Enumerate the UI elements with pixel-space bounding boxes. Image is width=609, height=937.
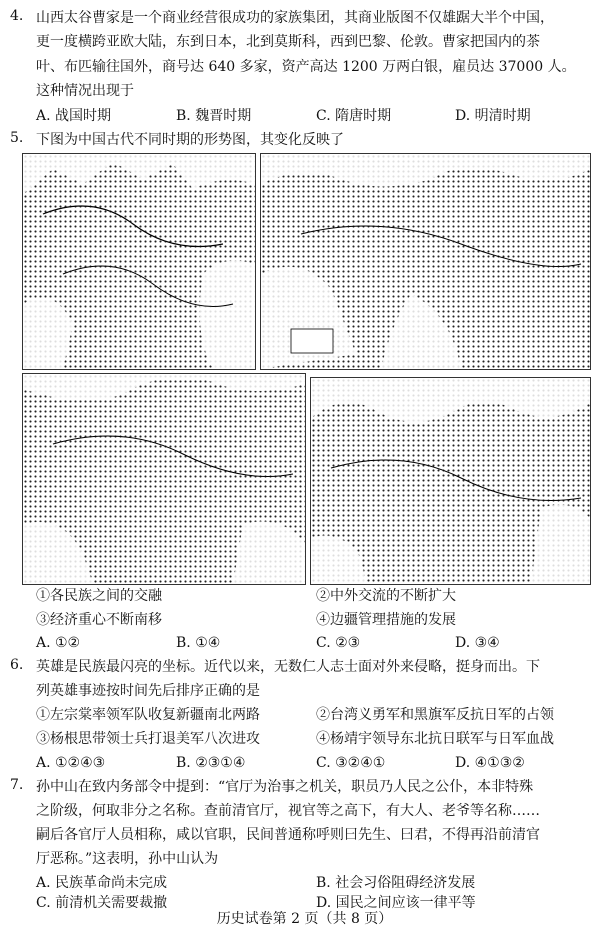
map-panel	[260, 153, 591, 370]
option-d[interactable]: D. 明清时期	[455, 108, 531, 124]
question-text-line: 之阶级，何取非分之名称。查前清官厅，视官等之高下，有大人、老爷等名称……	[36, 803, 540, 819]
question-text-line: 列英雄事迹按时间先后排序正确的是	[36, 683, 260, 699]
option-a[interactable]: A. 民族革命尚未完成	[36, 875, 168, 891]
map-outline-illustration	[23, 374, 305, 584]
map-outline-illustration	[261, 154, 590, 369]
map-outline-illustration	[23, 154, 255, 369]
question-text-line: 这种情况出现于	[36, 83, 134, 99]
statement-2: ②中外交流的不断扩大	[316, 588, 456, 604]
question-number: 6.	[10, 657, 24, 673]
option-b[interactable]: B. ②③①④	[176, 755, 246, 771]
statement-3: ③杨根思带领士兵打退美军八次进攻	[36, 731, 260, 747]
question-text-line: 叶、布匹输往国外，商号达 640 多家，资产高达 1200 万两白银，雇员达 37000 人。	[36, 59, 576, 75]
map-panel	[22, 153, 256, 370]
option-c[interactable]: C. 隋唐时期	[316, 108, 392, 124]
question-text-line: 英雄是民族最闪亮的坐标。近代以来，无数仁人志士面对外来侵略，挺身而出。下	[36, 659, 540, 675]
question-number: 7.	[10, 777, 24, 793]
question-text-line: 孙中山在致内务部令中提到：“官厅为治事之机关，职员乃人民之公仆，本非特殊	[36, 779, 534, 795]
option-c[interactable]: C. 前清机关需要裁撤	[36, 895, 168, 911]
map-outline-illustration	[311, 378, 590, 584]
statement-4: ④杨靖宇领导东北抗日联军与日军血战	[316, 731, 554, 747]
option-c[interactable]: C. ②③	[316, 635, 361, 651]
option-a[interactable]: A. ①②④③	[36, 755, 106, 771]
question-text-line: 嗣后各官厅人员相称，咸以官职，民间普通称呼则曰先生、曰君，不得再沿前清官	[36, 827, 540, 843]
map-panel	[310, 377, 591, 585]
option-a[interactable]: A. ①②	[36, 635, 81, 651]
map-panel	[22, 373, 306, 585]
page-footer: 历史试卷第 2 页（共 8 页）	[216, 911, 393, 927]
question-text-line: 山西太谷曹家是一个商业经营很成功的家族集团，其商业版图不仅雄踞大半个中国，	[36, 10, 554, 26]
statement-1: ①各民族之间的交融	[36, 588, 162, 604]
historical-maps-figure	[22, 153, 589, 583]
option-a[interactable]: A. 战国时期	[36, 108, 112, 124]
option-c[interactable]: C. ③②④①	[316, 755, 386, 771]
question-text-line: 下图为中国古代不同时期的形势图，其变化反映了	[36, 132, 344, 148]
question-number: 5.	[10, 130, 24, 146]
question-text-line: 更一度横跨亚欧大陆，东到日本，北到莫斯科，西到巴黎、伦敦。曹家把国内的茶	[36, 34, 540, 50]
option-b[interactable]: B. 社会习俗阻碍经济发展	[316, 875, 476, 891]
statement-4: ④边疆管理措施的发展	[316, 612, 456, 628]
option-b[interactable]: B. ①④	[176, 635, 221, 651]
question-text-line: 厅恶称。”这表明，孙中山认为	[36, 851, 219, 867]
option-d[interactable]: D. 国民之间应该一律平等	[316, 895, 476, 911]
option-b[interactable]: B. 魏晋时期	[176, 108, 252, 124]
statement-1: ①左宗棠率领军队收复新疆南北两路	[36, 707, 260, 723]
option-d[interactable]: D. ③④	[455, 635, 500, 651]
statement-2: ②台湾义勇军和黑旗军反抗日军的占领	[316, 707, 554, 723]
question-number: 4.	[10, 8, 24, 24]
option-d[interactable]: D. ④①③②	[455, 755, 525, 771]
statement-3: ③经济重心不断南移	[36, 612, 162, 628]
